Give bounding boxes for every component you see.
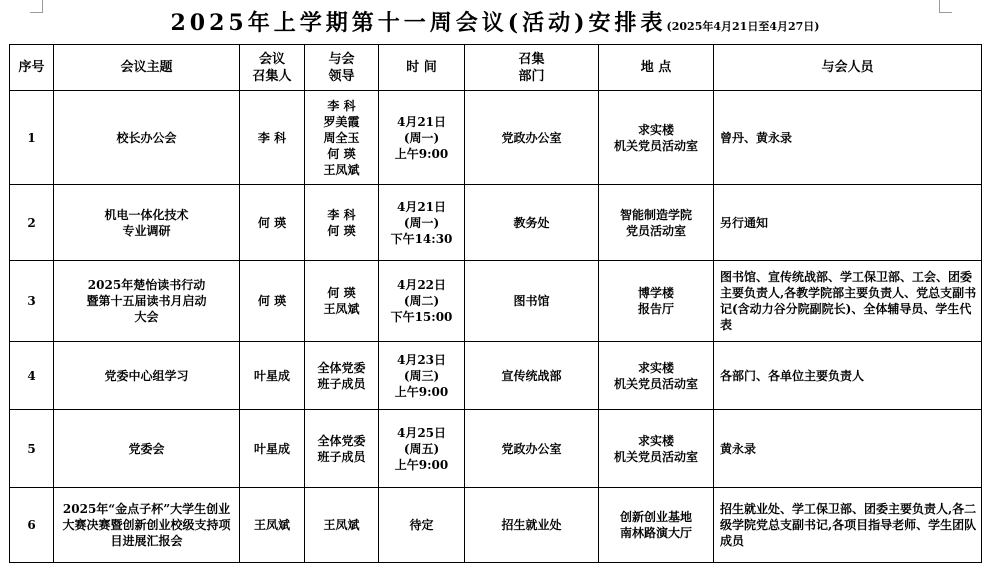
cell-time: 4月21日 (周一) 上午9:00 (379, 91, 465, 185)
cell-time: 4月22日 (周二) 下午15:00 (379, 261, 465, 342)
cell-topic: 党委会 (54, 410, 240, 488)
cell-no: 5 (10, 410, 54, 488)
cell-no: 6 (10, 488, 54, 563)
table-row (10, 261, 982, 342)
cell-convener: 何 瑛 (240, 185, 305, 261)
cell-convener: 何 瑛 (240, 261, 305, 342)
cell-location: 博学楼 报告厅 (599, 261, 714, 342)
cell-time: 4月23日 (周三) 上午9:00 (379, 342, 465, 410)
cell-dept: 党政办公室 (465, 410, 599, 488)
cell-dept: 招生就业处 (465, 488, 599, 563)
cell-leaders: 王凤斌 (305, 488, 379, 563)
cell-time: 4月21日 (周一) 下午14:30 (379, 185, 465, 261)
cell-convener: 王凤斌 (240, 488, 305, 563)
cell-dept: 宣传统战部 (465, 342, 599, 410)
col-header-topic: 会议主题 (54, 45, 240, 91)
cell-attendees: 各部门、各单位主要负责人 (714, 342, 982, 410)
table-row (10, 91, 982, 185)
cell-location: 求实楼 机关党员活动室 (599, 410, 714, 488)
cell-time: 待定 (379, 488, 465, 563)
cell-dept: 图书馆 (465, 261, 599, 342)
cell-topic: 校长办公会 (54, 91, 240, 185)
cell-topic: 党委中心组学习 (54, 342, 240, 410)
cell-leaders: 李 科 罗美霞 周全玉 何 瑛 王凤斌 (305, 91, 379, 185)
cell-no: 2 (10, 185, 54, 261)
cell-location: 求实楼 机关党员活动室 (599, 342, 714, 410)
cell-convener: 叶星成 (240, 342, 305, 410)
col-header-attendees: 与会人员 (714, 45, 982, 91)
cell-attendees: 招生就业处、学工保卫部、团委主要负责人,各二级学院党总支副书记,各项目指导老师、学生团队成员 (714, 488, 982, 563)
cell-no: 4 (10, 342, 54, 410)
cell-location: 智能制造学院 党员活动室 (599, 185, 714, 261)
document-header (0, 6, 990, 37)
cell-attendees: 黄永录 (714, 410, 982, 488)
col-header-convener: 会议 召集人 (240, 45, 305, 91)
cell-leaders: 全体党委 班子成员 (305, 410, 379, 488)
cell-topic: 2025年“金点子杯”大学生创业大赛决赛暨创新创业校级支持项目进展汇报会 (54, 488, 240, 563)
cell-location: 创新创业基地 南林路演大厅 (599, 488, 714, 563)
cell-attendees: 另行通知 (714, 185, 982, 261)
col-header-location: 地 点 (599, 45, 714, 91)
table-row (10, 342, 982, 410)
cell-topic: 2025年楚怡读书行动 暨第十五届读书月启动 大会 (54, 261, 240, 342)
col-header-no: 序号 (10, 45, 54, 91)
cell-no: 1 (10, 91, 54, 185)
cell-attendees: 图书馆、宣传统战部、学工保卫部、工会、团委主要负责人,各教学院部主要负责人、党总支副书记(含动力谷分院副院长)、全体辅导员、学生代表 (714, 261, 982, 342)
cell-leaders: 李 科 何 瑛 (305, 185, 379, 261)
table-row (10, 410, 982, 488)
cell-attendees: 曾丹、黄永录 (714, 91, 982, 185)
col-header-dept: 召集 部门 (465, 45, 599, 91)
col-header-leaders: 与会 领导 (305, 45, 379, 91)
date-range: (2025年4月21日至4月27日) (666, 20, 820, 33)
cell-leaders: 何 瑛 王凤斌 (305, 261, 379, 342)
cell-convener: 叶星成 (240, 410, 305, 488)
cell-time: 4月25日 (周五) 上午9:00 (379, 410, 465, 488)
cell-convener: 李 科 (240, 91, 305, 185)
header-row (10, 45, 982, 91)
document-title: 2025年上学期第十一周会议(活动)安排表 (170, 10, 667, 36)
cell-dept: 教务处 (465, 185, 599, 261)
schedule-table (9, 44, 982, 563)
table-row (10, 185, 982, 261)
cell-location: 求实楼 机关党员活动室 (599, 91, 714, 185)
cell-leaders: 全体党委 班子成员 (305, 342, 379, 410)
col-header-time: 时 间 (379, 45, 465, 91)
table-row (10, 488, 982, 563)
cell-no: 3 (10, 261, 54, 342)
cell-topic: 机电一体化技术 专业调研 (54, 185, 240, 261)
cell-dept: 党政办公室 (465, 91, 599, 185)
